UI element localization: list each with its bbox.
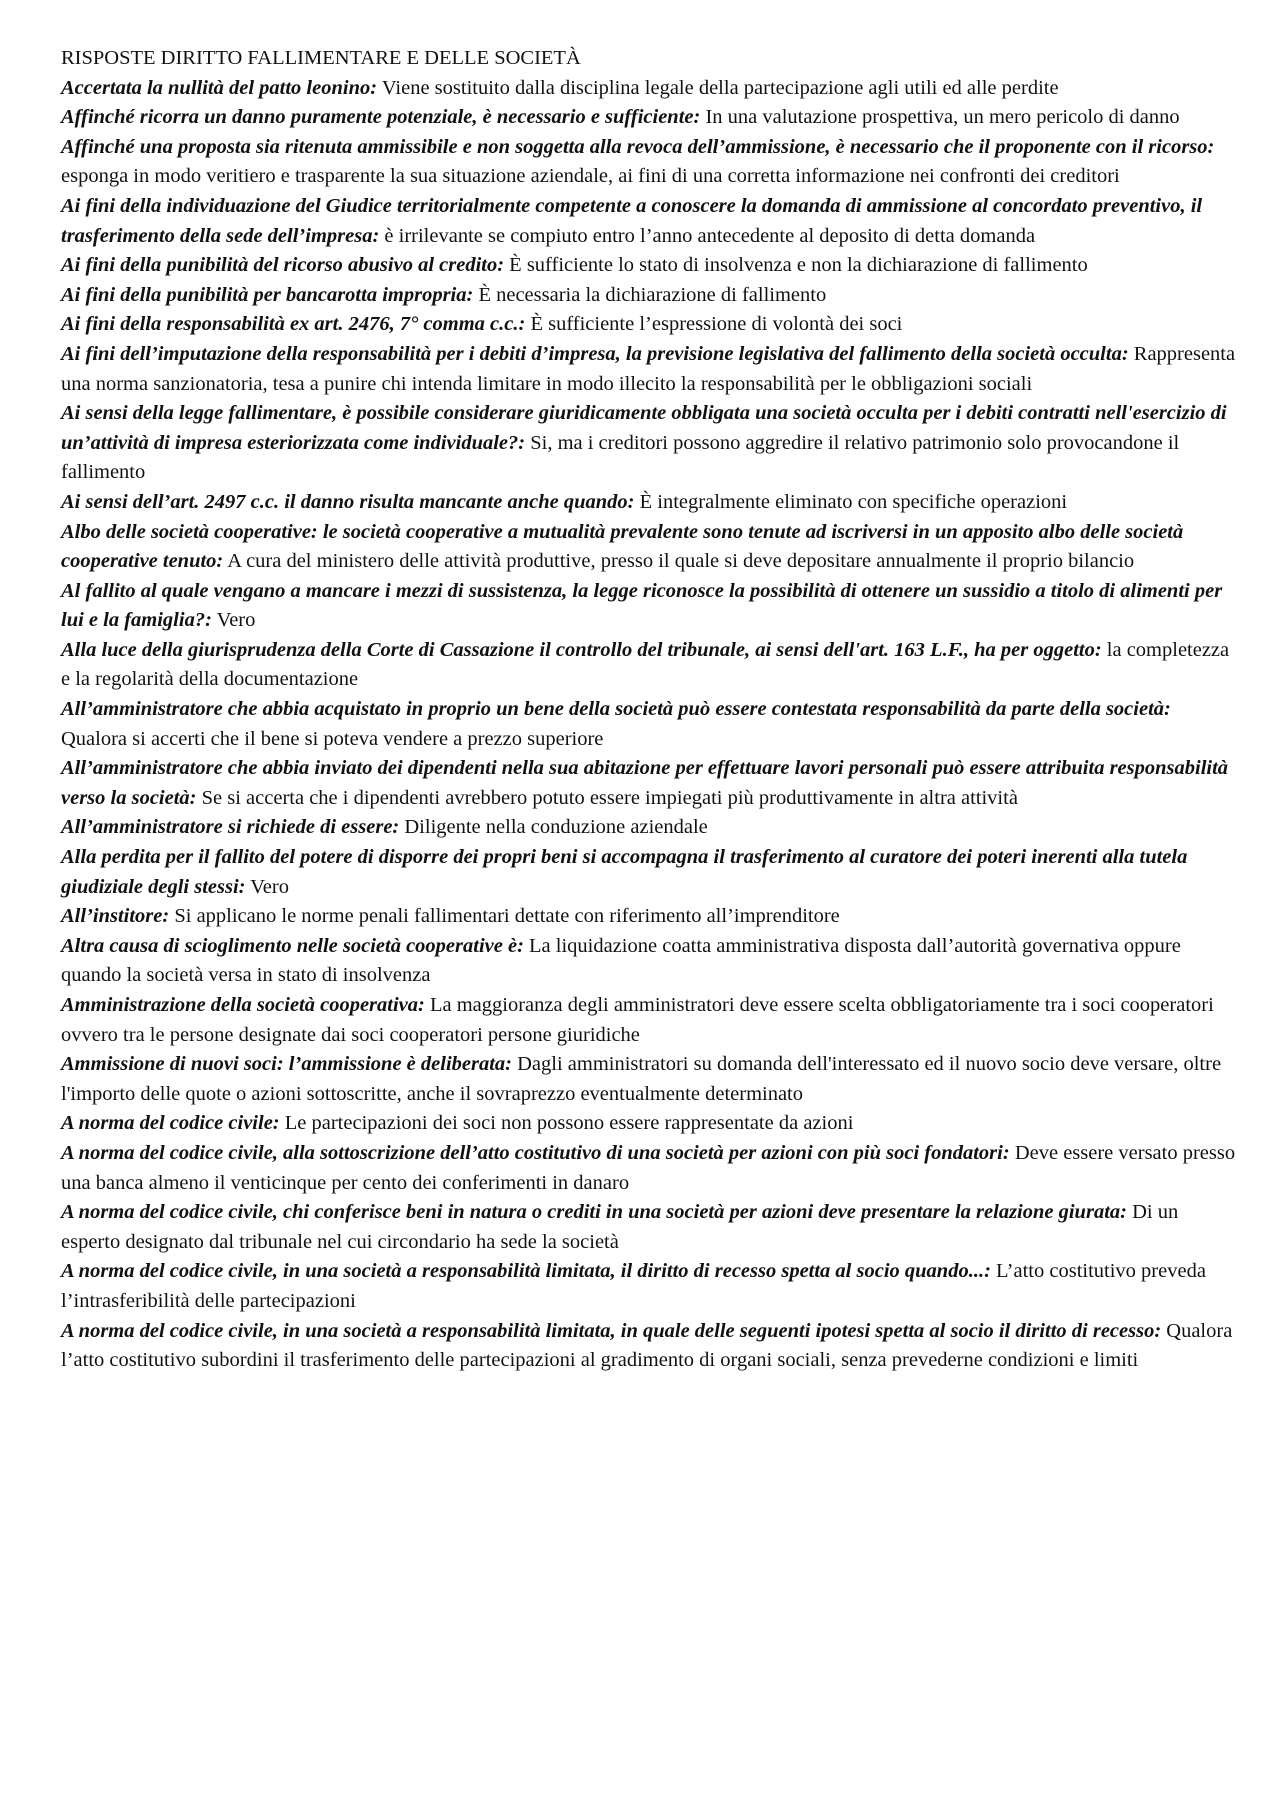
answer-text: È sufficiente lo stato di insolvenza e non la dichiarazione di fallimento [509, 254, 1088, 277]
qa-entry [61, 340, 1241, 399]
answer-text: È necessaria la dichiarazione di fallimento [478, 283, 827, 306]
qa-entry [61, 1050, 1241, 1109]
qa-entry [61, 1317, 1241, 1376]
question-text: Affinché ricorra un danno puramente potenziale, è necessario e sufficiente: [61, 106, 701, 129]
qa-entry [61, 813, 1241, 843]
answer-text: Deve essere versato presso una banca almeno il venticinque per cento dei conferimenti in danaro [61, 1141, 1236, 1194]
qa-entry [61, 577, 1241, 636]
qa-entry [61, 518, 1241, 577]
answer-text: Se si accerta che i dipendenti avrebbero potuto essere impiegati più produttivamente in altra attività [201, 786, 1018, 809]
answer-text: Rappresenta una norma sanzionatoria, tesa a punire chi intenda limitare in modo illecito la responsabilità per le obbligazioni sociali [61, 342, 1236, 395]
question-text: Ai fini della responsabilità ex art. 2476, 7° comma c.c.: [61, 313, 526, 336]
answer-text: A cura del ministero delle attività produttive, presso il quale si deve depositare annualmente il proprio bilancio [227, 550, 1135, 573]
answer-text: Vero [216, 609, 256, 632]
question-text: All’amministratore si richiede di essere: [61, 816, 400, 839]
qa-entry [61, 695, 1241, 754]
qa-entry [61, 103, 1241, 133]
qa-entry [61, 281, 1241, 311]
question-text: Ai fini dell’imputazione della responsabilità per i debiti d’impresa, la previsione legislativa del fallimento della società occulta: [61, 342, 1129, 365]
qa-entry [61, 754, 1241, 813]
answer-text: Di un esperto designato dal tribunale nel cui circondario ha sede la società [61, 1201, 1179, 1253]
answer-text: La maggioranza degli amministratori deve essere scelta obbligatoriamente tra i soci cooperatori ovvero tra le persone designate dai soci cooperatori persone giuridiche [61, 994, 1214, 1046]
question-text: A norma del codice civile, alla sottoscrizione dell’atto costitutivo di una società per azioni con più soci fondatori: [61, 1141, 1010, 1164]
qa-entry [61, 902, 1241, 932]
qa-entry [61, 1139, 1241, 1198]
qa-entry [61, 636, 1241, 695]
answer-text: Dagli amministratori su domanda dell'interessato ed il nuovo socio deve versare, oltre l'importo delle quote o azioni sottoscritte, anche il sovraprezzo eventualmente determinato [61, 1053, 1222, 1105]
question-text: A norma del codice civile, in una società a responsabilità limitata, il diritto di recesso spetta al socio quando...: [61, 1260, 991, 1283]
question-text: Alla luce della giurisprudenza della Corte di Cassazione il controllo del tribunale, ai sensi dell'art. 163 L.F., ha per oggetto: [61, 638, 1102, 661]
answer-text: Viene sostituito dalla disciplina legale della partecipazione agli utili ed alle perdite [381, 76, 1059, 99]
qa-entry [61, 991, 1241, 1050]
question-text: Amministrazione della società cooperativa: [61, 994, 425, 1016]
question-text: Ai sensi dell’art. 2497 c.c. il danno risulta mancante anche quando: [61, 490, 635, 513]
document-title: RISPOSTE DIRITTO FALLIMENTARE E DELLE SOCIETÀ [61, 47, 581, 69]
question-text: Altra causa di scioglimento nelle società cooperative è: [61, 934, 524, 957]
answer-text: È integralmente eliminato con specifiche operazioni [639, 490, 1068, 513]
answer-text: Qualora l’atto costitutivo subordini il trasferimento delle partecipazioni al gradimento di organi sociali, senza prevederne condizioni e limiti [61, 1319, 1233, 1372]
answer-text: esponga in modo veritiero e trasparente la sua situazione aziendale, ai fini di una corretta informazione nei confronti dei creditori [61, 165, 1120, 188]
question-text: Ammissione di nuovi soci: l’ammissione è deliberata: [61, 1053, 512, 1076]
question-text: All’amministratore che abbia acquistato in proprio un bene della società può essere contestata responsabilità da parte della società: [61, 698, 1171, 721]
qa-entry [61, 843, 1241, 902]
question-text: Accertata la nullità del patto leonino: [61, 76, 378, 99]
question-text: A norma del codice civile: [61, 1112, 280, 1135]
question-text: Al fallito al quale vengano a mancare i mezzi di sussistenza, la legge riconosce la possibilità di ottenere un sussidio a titolo di alimenti per lui e la famiglia?: [61, 579, 1223, 632]
question-text: Albo delle società cooperative: le società cooperative a mutualità prevalente sono tenute ad iscriversi in un apposito albo delle società cooperative tenuto: [61, 520, 1184, 573]
question-text: Ai fini della punibilità per bancarotta impropria: [61, 283, 474, 306]
answer-text: Vero [250, 875, 289, 898]
qa-entry [61, 1257, 1241, 1316]
question-text: Ai sensi della legge fallimentare, è possibile considerare giuridicamente obbligata una società occulta per i debiti contratti nell'esercizio di un’attività di impresa esteriorizzata come individuale?: [61, 402, 1227, 454]
qa-entry [61, 932, 1241, 991]
question-text: A norma del codice civile, chi conferisce beni in natura o crediti in una società per azioni deve presentare la relazione giurata: [61, 1201, 1127, 1224]
answer-text: Qualora si accerti che il bene si poteva vendere a prezzo superiore [61, 727, 604, 750]
answer-text: La liquidazione coatta amministrativa disposta dall’autorità governativa oppure quando la società versa in stato di insolvenza [61, 934, 1181, 987]
answer-text: Diligente nella conduzione aziendale [404, 816, 708, 839]
answer-text: Le partecipazioni dei soci non possono essere rappresentate da azioni [284, 1112, 854, 1135]
question-text: Affinché una proposta sia ritenuta ammissibile e non soggetta alla revoca dell’ammissione, è necessario che il proponente con il ricorso: [61, 135, 1215, 158]
question-text: Ai fini della individuazione del Giudice territorialmente competente a conoscere la domanda di ammissione al concordato preventivo, il trasferimento della sede dell’impresa: [61, 194, 1203, 247]
answer-text: Si, ma i creditori possono aggredire il relativo patrimonio solo provocandone il fallimento [61, 431, 1180, 484]
qa-entry [61, 399, 1241, 488]
document-page [61, 44, 1241, 1376]
qa-entry [61, 488, 1241, 518]
answer-text: È sufficiente l’espressione di volontà dei soci [530, 313, 903, 336]
qa-entry [61, 74, 1241, 104]
qa-entry [61, 251, 1241, 281]
qa-entry [61, 1198, 1241, 1257]
answer-text: Si applicano le norme penali fallimentari dettate con riferimento all’imprenditore [174, 905, 840, 928]
question-text: All’institore: [61, 905, 170, 928]
question-text: Alla perdita per il fallito del potere di disporre dei propri beni si accompagna il trasferimento al curatore dei poteri inerenti alla tutela giudiziale degli stessi: [61, 846, 1188, 898]
answer-text: è irrilevante se compiuto entro l’anno antecedente al deposito di detta domanda [384, 224, 1036, 247]
qa-entry [61, 310, 1241, 340]
qa-entry [61, 192, 1241, 251]
question-text: Ai fini della punibilità del ricorso abusivo al credito: [61, 254, 505, 277]
question-text: A norma del codice civile, in una società a responsabilità limitata, in quale delle seguenti ipotesi spetta al socio il diritto di recesso: [61, 1319, 1162, 1342]
answer-text: la completezza e la regolarità della documentazione [61, 638, 1230, 691]
answer-text: L’atto costitutivo preveda l’intrasferibilità delle partecipazioni [61, 1260, 1206, 1312]
answer-text: In una valutazione prospettiva, un mero pericolo di danno [705, 106, 1180, 129]
qa-list [61, 74, 1241, 1376]
qa-entry [61, 1109, 1241, 1139]
qa-entry [61, 133, 1241, 192]
question-text: All’amministratore che abbia inviato dei dipendenti nella sua abitazione per effettuare lavori personali può essere attribuita responsabilità verso la società: [61, 757, 1229, 809]
